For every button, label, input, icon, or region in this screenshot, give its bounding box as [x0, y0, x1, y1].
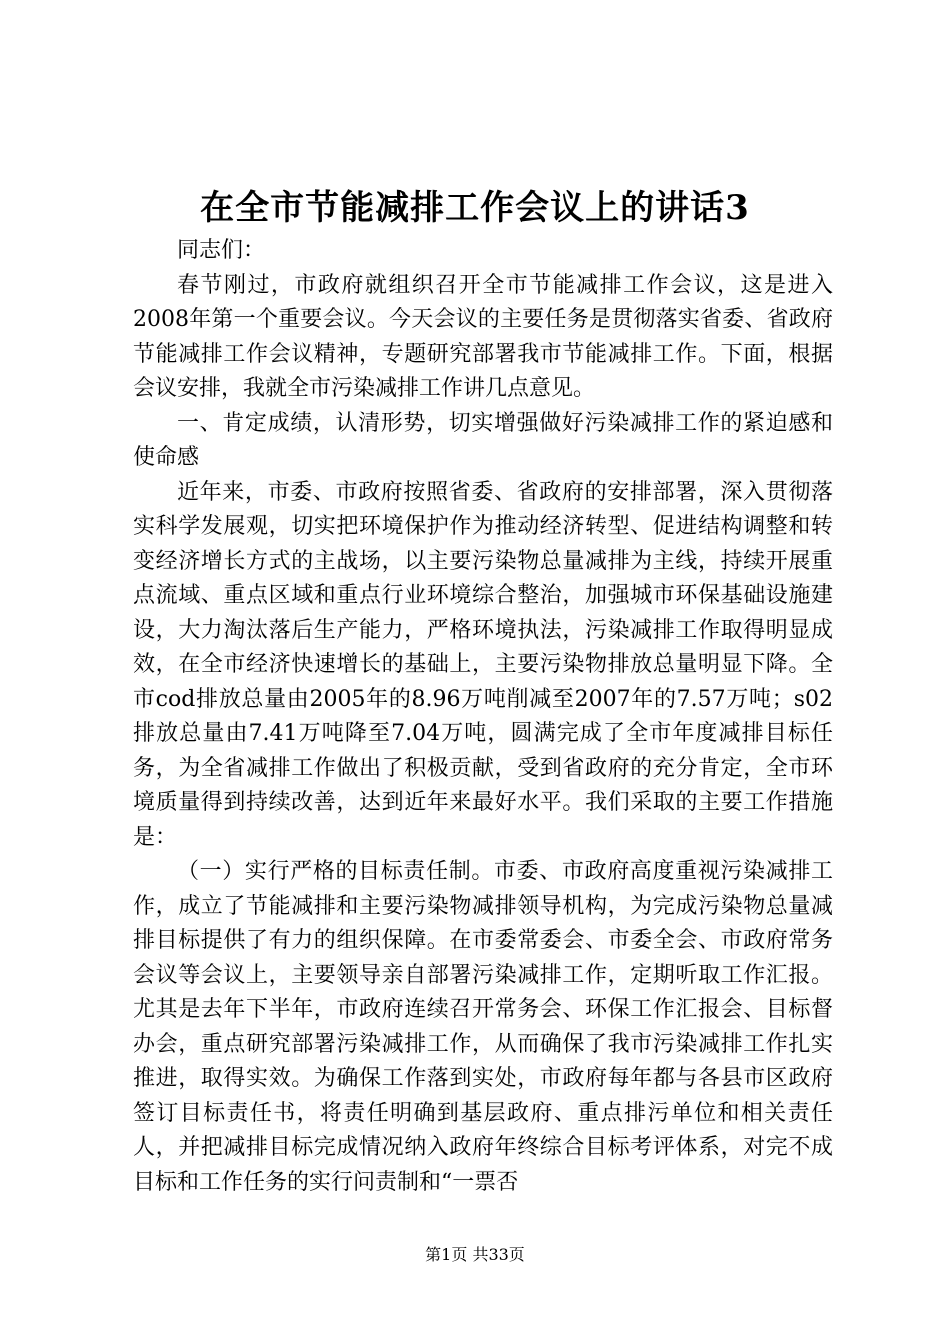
measure-one-paragraph: （一）实行严格的目标责任制。市委、市政府高度重视污染减排工作，成立了节能减排和主要污染物减排领导机构，为完成污染物总量减排目标提供了有力的组织保障。在市委常委会、市委全会、市政府常务会议等会议上，主要领导亲自部署污染减排工作，定期听取工作汇报。尤其是去年下半年，市政府连续召开常务会、环保工作汇报会、目标督办会，重点研究部署污染减排工作，从而确保了我市污染减排工作扎实推进，取得实效。为确保工作落到实处，市政府每年都与各县市区政府签订目标责任书，将责任明确到基层政府、重点排污单位和相关责任人，并把减排目标完成情况纳入政府年终综合目标考评体系，对完不成目标和工作任务的实行问责制和“一票否	[133, 859, 833, 1195]
document-title: 在全市节能减排工作会议上的讲话3	[200, 188, 750, 228]
salutation-paragraph: 同志们：	[177, 238, 266, 263]
achievements-paragraph: 近年来，市委、市政府按照省委、省政府的安排部署，深入贯彻落实科学发展观，切实把环境保护作为推动经济转型、促进结构调整和转变经济增长方式的主战场，以主要污染物总量减排为主线，持续开展重点流域、重点区域和重点行业环境综合整治，加强城市环保基础设施建设，大力淘汰落后生产能力，严格环境执法，污染减排工作取得明显成效，在全市经济快速增长的基础上，主要污染物排放总量明显下降。全市cod排放总量由2005年的8.96万吨削减至2007年的7.57万吨；s02排放总量由7.41万吨降至7.04万吨，圆满完成了全市年度减排目标任务，为全省减排工作做出了积极贡献，受到省政府的充分肯定，全市环境质量得到持续改善，达到近年来最好水平。我们采取的主要工作措施是：	[133, 479, 833, 850]
document-body	[133, 234, 833, 1200]
intro-paragraph: 春节刚过，市政府就组织召开全市节能减排工作会议，这是进入2008年第一个重要会议。今天会议的主要任务是贯彻落实省委、省政府节能减排工作会议精神，专题研究部署我市节能减排工作。下面，根据会议安排，我就全市污染减排工作讲几点意见。	[133, 272, 833, 401]
page-number-footer: 第1页 共33页	[425, 1245, 525, 1264]
section-heading-paragraph: 一、肯定成绩，认清形势，切实增强做好污染减排工作的紧迫感和使命感	[133, 410, 833, 470]
